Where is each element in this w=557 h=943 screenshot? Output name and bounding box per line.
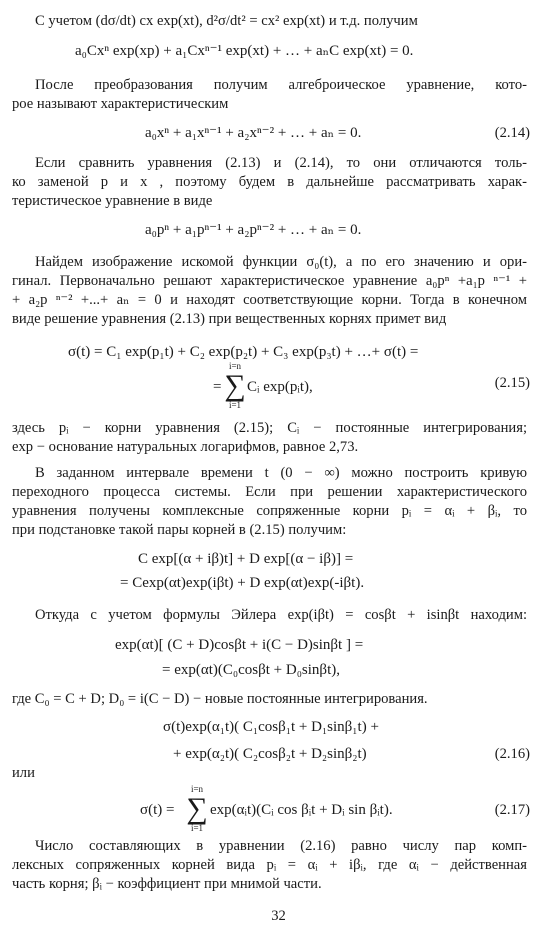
text-line: уравнения получены комплексные сопряженные корни pᵢ = αᵢ + βᵢ, то [12, 503, 527, 519]
text-line: В заданном интервале времени t (0 − ∞) можно построить кривую [35, 465, 527, 481]
equation: σ(t)exp(α₁t)( C₁cosβ₁t + D₁sinβ₁t) + [163, 719, 379, 735]
equation: a₀Cxⁿ exp(xp) + a₁Cxⁿ⁻¹ exp(xt) + … + aₙC exp(xt) = 0. [75, 43, 414, 59]
equation: a₀pⁿ + a₁pⁿ⁻¹ + a₂pⁿ⁻² + … + aₙ = 0. [145, 222, 362, 238]
sum-upper-limit: i=n [190, 784, 204, 794]
sigma-symbol: ∑ [186, 792, 208, 825]
text-line: при подстановке такой пары корней в (2.15) получим: [12, 522, 347, 538]
sigma-symbol: ∑ [224, 369, 246, 402]
text-line: Откуда с учетом формулы Эйлера exp(iβt) = cosβt + isinβt находим: [35, 607, 527, 623]
text-line: Найдем изображение искомой функции σ₀(t), а по его значению и ори- [35, 254, 527, 270]
equation: C exp[(α + iβ)t] + D exp[(α − iβ)] = [138, 551, 354, 567]
equation: + exp(α₂t)( C₂cosβ₂t + D₂sinβ₂t) [173, 746, 367, 762]
text-line: где C₀ = C + D; D₀ = i(C − D) − новые постоянные интегрирования. [12, 691, 428, 707]
sum-upper-limit: i=n [228, 361, 242, 371]
page-number: 32 [271, 908, 286, 924]
text-line: + a₂p ⁿ⁻² +...+ aₙ = 0 и находят соответствующие корни. Тогда в конечном [12, 292, 527, 308]
text-line: теристическое уравнение в виде [12, 193, 213, 209]
equation: = Cexp(αt)exp(iβt) + D exp(αt)exp(-iβt). [120, 575, 365, 591]
text-line: переходного процесса системы. Если при решении характеристического [12, 484, 527, 500]
equation: = exp(αt)(C₀cosβt + D₀sinβt), [162, 662, 340, 678]
text-line: лексных сопряженных корней вида pᵢ = αᵢ + iβᵢ, где αᵢ − действенная [12, 857, 527, 873]
text-line: или [12, 765, 35, 781]
text-line: рое называют характеристическим [12, 96, 229, 112]
equation: Cᵢ exp(pᵢt), [247, 379, 313, 395]
text-line: здесь pᵢ − корни уравнения (2.15); Cᵢ − постоянные интегрирования; [12, 420, 527, 436]
equation-number: (2.15) [494, 375, 530, 391]
summation-sign [186, 785, 208, 833]
equation-number: (2.14) [494, 125, 530, 141]
text-line: ко заменой p и x , поэтому будем в дальнейше рассматривать харак- [12, 174, 527, 190]
text-line: часть корня; βᵢ − коэффициент при мнимой части. [12, 876, 322, 892]
equation: = [213, 379, 222, 395]
equation: σ(t) = [140, 802, 175, 818]
summation-sign [224, 362, 246, 410]
text-line: После преобразования получим алгеброическое уравнение, кото- [35, 77, 527, 93]
text-line: Число составляющих в уравнении (2.16) равно числу пар комп- [35, 838, 527, 854]
equation-number: (2.17) [494, 802, 530, 818]
equation: exp(αt)[ (C + D)cosβt + i(C − D)sinβt ] = [115, 637, 364, 653]
text-line: С учетом (dσ/dt) cx exp(xt), d²σ/dt² = cx² exp(xt) и т.д. получим [35, 13, 418, 29]
equation-number: (2.16) [494, 746, 530, 762]
equation: a₀xⁿ + a₁xⁿ⁻¹ + a₂xⁿ⁻² + … + aₙ = 0. [145, 125, 362, 141]
sum-lower-limit: i=1 [228, 400, 242, 410]
equation: σ(t) = C₁ exp(p₁t) + C₂ exp(p₂t) + C₃ exp(p₃t) + …+ σ(t) = [68, 344, 419, 360]
text-line: Если сравнить уравнения (2.13) и (2.14), то они отличаются толь- [35, 155, 527, 171]
equation: exp(αᵢt)(Cᵢ cos βᵢt + Dᵢ sin βᵢt). [210, 802, 393, 818]
text-line: exp − основание натуральных логарифмов, равное 2,73. [12, 439, 359, 455]
text-line: гинал. Первоначально решают характеристическое уравнение a₀pⁿ +a₁p ⁿ⁻¹ + [12, 273, 527, 289]
text-line: виде решение уравнения (2.13) при вещественных корнях примет вид [12, 311, 447, 327]
sum-lower-limit: i=1 [190, 823, 204, 833]
